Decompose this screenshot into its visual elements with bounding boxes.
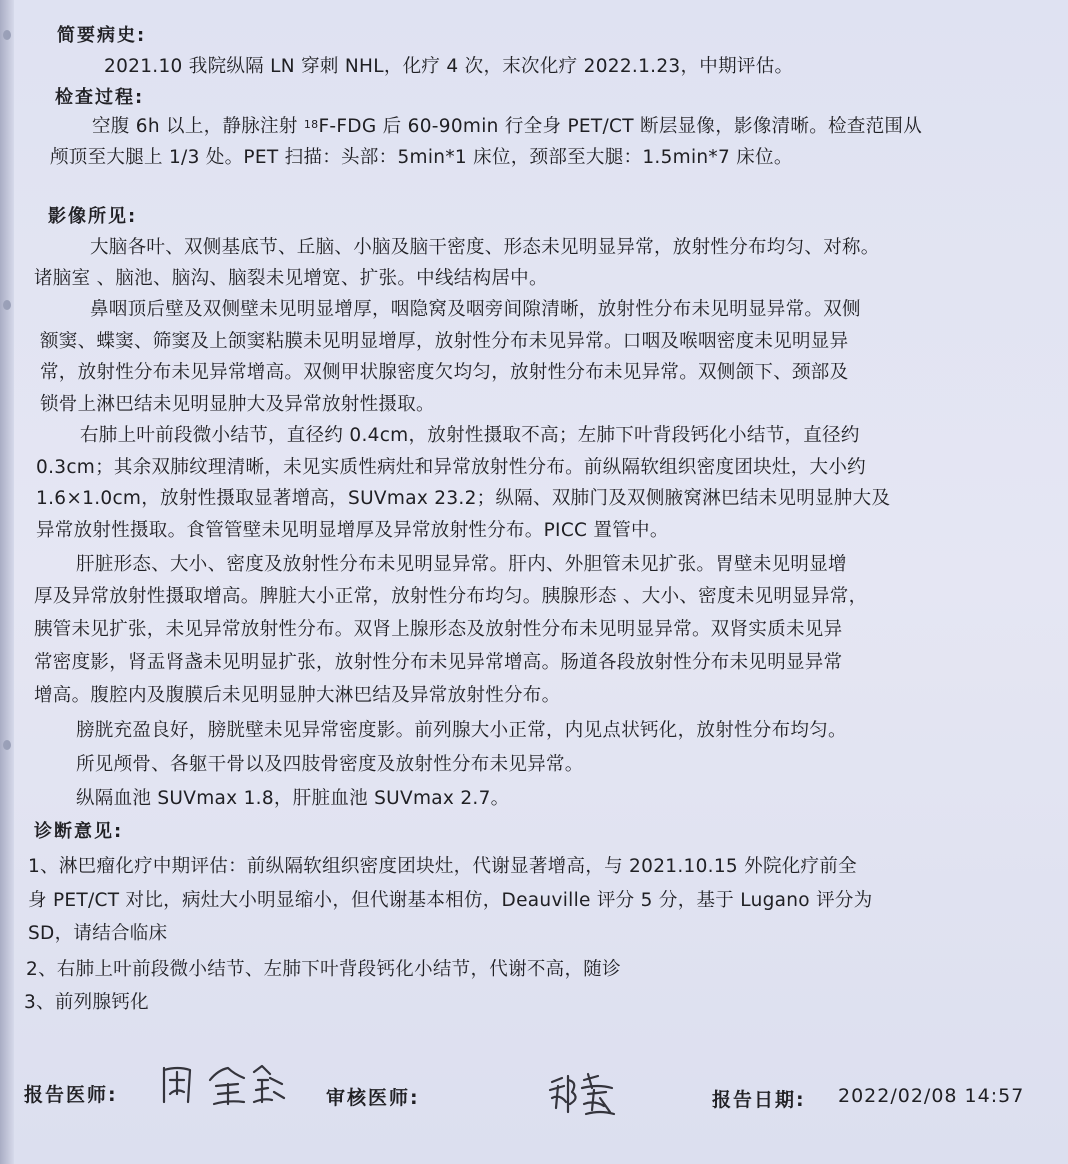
findings-line: 肝脏形态、大小、密度及放射性分布未见明显异常。肝内、外胆管未见扩张。胃壁未见明显增: [76, 554, 847, 575]
procedure-text-pre: 空腹 6h 以上，静脉注射: [92, 116, 304, 137]
isotope-superscript: 18: [303, 118, 319, 131]
procedure-text-post: F-FDG 后 60-90min 行全身 PET/CT 断层显像，影像清晰。检查范围从: [318, 116, 923, 137]
findings-line: 纵隔血池 SUVmax 1.8，肝脏血池 SUVmax 2.7。: [76, 788, 510, 809]
binding-hole: [3, 300, 11, 310]
procedure-line-1: [92, 115, 922, 139]
history-text: 2021.10 我院纵隔 LN 穿刺 NHL，化疗 4 次，末次化疗 2022.1.23，中期评估。: [104, 56, 794, 77]
diagnosis-line: 3、前列腺钙化: [24, 992, 149, 1013]
findings-line: 鼻咽顶后壁及双侧壁未见明显增厚，咽隐窝及咽旁间隙清晰，放射性分布未见明显异常。双侧: [90, 299, 861, 320]
findings-line: 大脑各叶、双侧基底节、丘脑、小脑及脑干密度、形态未见明显异常，放射性分布均匀、对称。: [90, 237, 880, 258]
findings-line: 增高。腹腔内及腹膜后未见明显肿大淋巴结及异常放射性分布。: [34, 685, 561, 706]
review-doctor-signature: [548, 1068, 620, 1120]
report-date-value: 2022/02/08 14:57: [838, 1085, 1025, 1107]
findings-line: 异常放射性摄取。食管管壁未见明显增厚及异常放射性分布。PICC 置管中。: [36, 520, 669, 541]
findings-line: 所见颅骨、各躯干骨以及四肢骨密度及放射性分布未见异常。: [76, 754, 584, 775]
diagnosis-line: 身 PET/CT 对比，病灶大小明显缩小，但代谢基本相仿，Deauville 评分 5 分，基于 Lugano 评分为: [28, 890, 873, 911]
findings-line: 膀胱充盈良好，膀胱壁未见异常密度影。前列腺大小正常，内见点状钙化，放射性分布均匀。: [76, 720, 847, 741]
diagnosis-line: 2、右肺上叶前段微小结节、左肺下叶背段钙化小结节，代谢不高，随诊: [26, 959, 621, 980]
findings-line: 右肺上叶前段微小结节，直径约 0.4cm，放射性摄取不高；左肺下叶背段钙化小结节，直径约: [80, 425, 860, 446]
findings-line: 额窦、蝶窦、筛窦及上颌窦粘膜未见明显增厚，放射性分布未见异常。口咽及喉咽密度未见明显异: [40, 331, 849, 352]
findings-line: 0.3cm；其余双肺纹理清晰，未见实质性病灶和异常放射性分布。前纵隔软组织密度团块灶，大小约: [36, 457, 866, 478]
findings-line: 锁骨上淋巴结未见明显肿大及异常放射性摄取。: [40, 394, 435, 415]
findings-line: 诸脑室 、脑池、脑沟、脑裂未见增宽、扩张。中线结构居中。: [34, 268, 548, 289]
findings-line: 1.6×1.0cm，放射性摄取显著增高，SUVmax 23.2；纵隔、双肺门及双侧腋窝淋巴结未见明显肿大及: [36, 488, 891, 509]
diagnosis-heading: 诊断意见:: [34, 821, 124, 842]
findings-line: 厚及异常放射性摄取增高。脾脏大小正常，放射性分布均匀。胰腺形态 、大小、密度未见明显异常，: [34, 586, 868, 607]
procedure-heading: 检查过程:: [55, 87, 145, 108]
diagnosis-line: 1、淋巴瘤化疗中期评估：前纵隔软组织密度团块灶，代谢显著增高，与 2021.10.15 外院化疗前全: [28, 856, 857, 877]
binding-hole: [3, 30, 11, 40]
findings-line: 常密度影，肾盂肾盏未见明显扩张，放射性分布未见异常增高。肠道各段放射性分布未见明显异常: [34, 652, 843, 673]
diagnosis-line: SD，请结合临床: [28, 923, 168, 944]
paper-edge: [0, 0, 14, 1164]
procedure-line-2: 颅顶至大腿上 1/3 处。PET 扫描：头部：5min*1 床位，颈部至大腿：1.5min*7 床位。: [50, 147, 793, 168]
findings-line: 胰管未见扩张，未见异常放射性分布。双肾上腺形态及放射性分布未见明显异常。双肾实质未见异: [34, 619, 843, 640]
binding-hole: [3, 740, 11, 750]
report-doctor-signature: [158, 1058, 288, 1110]
report-doctor-label: 报告医师:: [24, 1084, 118, 1106]
report-date-label: 报告日期:: [712, 1089, 806, 1111]
review-doctor-label: 审核医师:: [326, 1087, 420, 1109]
findings-heading: 影像所见:: [48, 206, 138, 227]
history-heading: 简要病史:: [57, 25, 147, 46]
findings-line: 常，放射性分布未见异常增高。双侧甲状腺密度欠均匀，放射性分布未见异常。双侧颌下、颈部及: [40, 362, 849, 383]
